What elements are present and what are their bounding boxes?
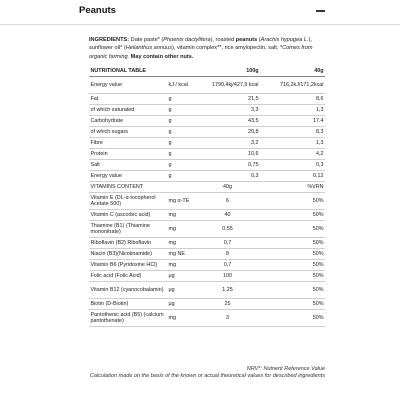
table-row	[89, 116, 325, 127]
value-40g: 50%	[260, 260, 325, 271]
nutrient-unit: mg	[167, 210, 195, 221]
nutrient-unit: mg α-TE	[167, 193, 195, 210]
value-100g: 0,3	[195, 171, 260, 182]
footer-notes	[89, 366, 325, 380]
ingredients-label: INGREDIENTS:	[89, 37, 130, 43]
nutrient-name: Folic acid (Folic Acid)	[89, 271, 167, 282]
table-row	[89, 127, 325, 138]
table-row	[89, 160, 325, 171]
value-100g: 43,5	[195, 116, 260, 127]
nutrient-unit: g	[167, 160, 195, 171]
nutrient-name: Vitamin B6 (Pyridoxine HCl)	[89, 260, 167, 271]
value-100g: 6	[195, 193, 260, 210]
nutrient-unit: g	[167, 116, 195, 127]
nutrient-unit: g	[167, 94, 195, 105]
table-row	[89, 193, 325, 210]
nutrient-name: Biotin (D-Biotin)	[89, 299, 167, 310]
table-row	[89, 249, 325, 260]
value-40g: 8,6	[260, 94, 325, 105]
table-row	[89, 221, 325, 238]
table-row	[89, 310, 325, 327]
nutrient-name: Riboflavin (B2) Riboflavin	[89, 238, 167, 249]
value-40g: 50%	[260, 271, 325, 282]
nutrient-name: of which sugars	[89, 127, 167, 138]
nutrient-name: Salt	[89, 160, 167, 171]
nutrient-unit: μg	[167, 282, 195, 299]
table-row	[89, 105, 325, 116]
table-row	[89, 77, 325, 94]
nutrient-name: Protein	[89, 149, 167, 160]
ingredients-segment: Phoenix dactylifera	[163, 37, 211, 43]
ingredients-segment: peanuts	[235, 37, 258, 43]
value-100g: 1,25	[195, 282, 260, 299]
collapse-minus-icon[interactable]	[316, 10, 325, 12]
ingredients-segment: Helianthus annuus	[125, 45, 173, 52]
ingredients-segment: May contain other nuts.	[130, 53, 194, 60]
value-100g: 3,3	[195, 105, 260, 116]
nutrient-unit: mg	[167, 221, 195, 238]
nutrition-table	[89, 67, 325, 327]
header-name: NUTRITIONAL TABLE	[89, 67, 167, 77]
value-100g: 25	[195, 299, 260, 310]
value-100g: 40g	[195, 182, 260, 193]
nutrient-name: Vitamin E (DL-α-tocopherol Acetate 500)	[89, 193, 167, 210]
value-40g: 0,12	[260, 171, 325, 182]
table-row	[89, 182, 325, 193]
value-100g: 8	[195, 249, 260, 260]
value-40g: 50%	[260, 193, 325, 210]
nutrient-name: Niacin (B3)(Nicotinamide)	[89, 249, 167, 260]
table-row	[89, 238, 325, 249]
product-header[interactable]	[0, 0, 400, 25]
nutrient-unit: g	[167, 127, 195, 138]
value-40g: 1,3	[260, 138, 325, 149]
value-100g: 10,6	[195, 149, 260, 160]
nutrient-name: Pantothenic acid (B5) (calcium pantothenate)	[89, 310, 167, 327]
ingredients-segment: ), vitamin complex**, rice amylopectin, salt.	[172, 45, 280, 52]
value-100g: 100	[195, 271, 260, 282]
value-40g: 4,2	[260, 149, 325, 160]
nutrient-unit: mg	[167, 238, 195, 249]
value-100g: 20,8	[195, 127, 260, 138]
calculation-note: Calculation made on the basis of the known or actual theoretical values for described ingredients	[89, 373, 325, 379]
table-row	[89, 171, 325, 182]
nutrient-name: Carbohydrate	[89, 116, 167, 127]
nutrient-name: Energy value	[89, 171, 167, 182]
value-40g: 1,3	[260, 105, 325, 116]
value-40g: 50%	[260, 299, 325, 310]
nutrient-unit: g	[167, 149, 195, 160]
nutrient-unit: g	[167, 105, 195, 116]
ingredients-segment: ), roasted	[210, 37, 236, 43]
table-row	[89, 260, 325, 271]
value-40g: 716,2kJ/171,2kcal	[260, 77, 325, 94]
ingredients-segment: ), sunflower oil* (	[89, 37, 312, 52]
nutrient-name: Fat	[89, 94, 167, 105]
nutrient-unit: g	[167, 171, 195, 182]
header-100g: 100g	[195, 67, 260, 77]
table-row	[89, 210, 325, 221]
value-100g: 1790,4kj/427,9 kcal	[195, 77, 260, 94]
value-40g: 50%	[260, 249, 325, 260]
value-40g: %VRN	[260, 182, 325, 193]
nutrient-unit: μg	[167, 271, 195, 282]
value-40g: 50%	[260, 310, 325, 327]
nutrient-unit: mg	[167, 310, 195, 327]
value-100g: 0,7	[195, 260, 260, 271]
header-40g: 40g	[260, 67, 325, 77]
nutrient-name: Energy value	[89, 77, 167, 94]
ingredients-segment: (	[257, 37, 261, 43]
value-40g: 50%	[260, 238, 325, 249]
nutrient-name: Fibre	[89, 138, 167, 149]
value-40g: 50%	[260, 221, 325, 238]
ingredients-segment: Date paste* (	[129, 37, 164, 43]
nrv-note: NRV*: Nutrient Reference Value	[246, 366, 325, 372]
nutrient-unit: g	[167, 138, 195, 149]
value-40g: 0,3	[260, 160, 325, 171]
ingredients-segment: *Comes from organic farming.	[89, 45, 313, 60]
value-100g: 40	[195, 210, 260, 221]
nutrition-table-header	[89, 67, 325, 77]
nutrient-name: Thiamine (B1) (Thiamine mononitrate)	[89, 221, 167, 238]
nutrient-unit: kJ / kcal	[167, 77, 195, 94]
nutrient-unit: μg	[167, 299, 195, 310]
nutrient-unit: mg NE	[167, 249, 195, 260]
nutrient-name: of which saturated	[89, 105, 167, 116]
header-unit	[167, 67, 195, 77]
value-40g: 50%	[260, 210, 325, 221]
value-40g: 8,3	[260, 127, 325, 138]
ingredients-text	[89, 36, 327, 61]
nutrient-name: VITAMINS CONTENT	[89, 182, 167, 193]
table-row	[89, 94, 325, 105]
nutrient-name: Vitamin C (ascorbic acid)	[89, 210, 167, 221]
value-40g: 17.4	[260, 116, 325, 127]
nutrient-name: Vitamin B12 (cyanocobalamin)	[89, 282, 167, 299]
nutrient-unit	[167, 182, 195, 193]
product-title: Peanuts	[79, 5, 116, 16]
nutrient-unit: mg	[167, 260, 195, 271]
value-100g: 21,5	[195, 94, 260, 105]
table-row	[89, 138, 325, 149]
value-100g: 0,75	[195, 160, 260, 171]
table-row	[89, 299, 325, 310]
value-40g: 50%	[260, 282, 325, 299]
table-row	[89, 271, 325, 282]
ingredients-segment: Arachis hypogea L.	[260, 37, 309, 43]
value-100g: 3,2	[195, 138, 260, 149]
table-row	[89, 282, 325, 299]
value-100g: 0,55	[195, 221, 260, 238]
value-100g: 3	[195, 310, 260, 327]
value-100g: 0,7	[195, 238, 260, 249]
table-row	[89, 149, 325, 160]
